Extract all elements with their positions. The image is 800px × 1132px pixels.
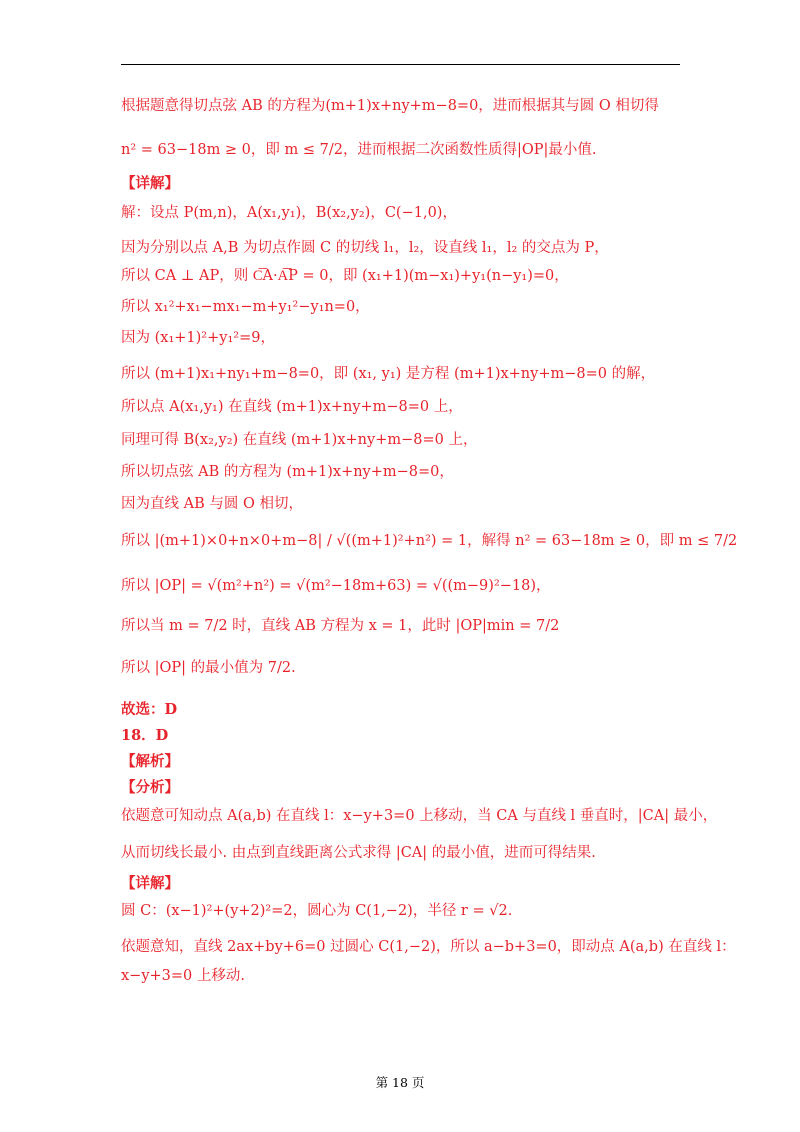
text-line: 所以 |(m+1)×0+n×0+m−8| / √((m+1)²+n²) = 1，解得 n² = 63−18m ≥ 0，即 m ≤ 7/2 (121, 533, 738, 549)
text-line: 所以 x₁²+x₁−mx₁−m+y₁²−y₁n=0， (121, 299, 370, 315)
text-line: 所以点 A(x₁,y₁) 在直线 (m+1)x+ny+m−8=0 上， (121, 399, 463, 415)
text-line: 因为直线 AB 与圆 O 相切， (121, 496, 303, 512)
text-line: 同理可得 B(x₂,y₂) 在直线 (m+1)x+ny+m−8=0 上， (121, 432, 478, 448)
text-line: 所以切点弦 AB 的方程为 (m+1)x+ny+m−8=0， (121, 464, 454, 480)
text-line: 依题意知，直线 2ax+by+6=0 过圆心 C(1,−2)，所以 a−b+3=0，即动点 A(a,b) 在直线 l： (121, 939, 736, 955)
text-line: 因为分别以点 A,B 为切点作圆 C 的切线 l₁，l₂，设直线 l₁，l₂ 的交点为 P， (121, 240, 609, 256)
text-line: 从而切线长最小. 由点到直线距离公式求得 |CA| 的最小值，进而可得结果. (121, 845, 596, 861)
page-footer: 第 18 页 (375, 1075, 425, 1090)
text-line: 所以当 m = 7/2 时，直线 AB 方程为 x = 1，此时 |OP|min = 7/2 (121, 618, 560, 634)
text-line: 【解析】 (121, 753, 179, 770)
text-line: 解：设点 P(m,n)，A(x₁,y₁)，B(x₂,y₂)，C(−1,0)， (121, 205, 457, 221)
text-line: 依题意可知动点 A(a,b) 在直线 l：x−y+3=0 上移动，当 CA 与直线 l 垂直时，|CA| 最小， (121, 808, 718, 824)
text-line: 【分析】 (121, 779, 179, 796)
text-line: x−y+3=0 上移动. (121, 968, 245, 984)
text-line: 【详解】 (121, 875, 179, 892)
text-line: 【详解】 (121, 175, 179, 192)
text-line: 所以 |OP| 的最小值为 7/2. (121, 660, 296, 676)
text-line: 因为 (x₁+1)²+y₁²=9， (121, 330, 275, 346)
text-line: n² = 63−18m ≥ 0，即 m ≤ 7/2，进而根据二次函数性质得|OP|最小值. (121, 142, 597, 158)
text-line: 圆 C：(x−1)²+(y+2)²=2，圆心为 C(1,−2)，半径 r = √2. (121, 903, 513, 919)
text-line: 所以 CA ⊥ AP，则 C͞A·A͞P = 0，即 (x₁+1)(m−x₁)+y₁(n−y₁)=0， (121, 268, 569, 284)
text-line: 根据题意得切点弦 AB 的方程为(m+1)x+ny+m−8=0，进而根据其与圆 O 相切得 (121, 98, 659, 114)
text-line: 故选：D (121, 701, 178, 718)
header-rule (121, 64, 680, 65)
text-line: 18．D (121, 727, 169, 744)
text-line: 所以 |OP| = √(m²+n²) = √(m²−18m+63) = √((m−9)²−18)， (121, 578, 551, 594)
text-line: 所以 (m+1)x₁+ny₁+m−8=0，即 (x₁, y₁) 是方程 (m+1)x+ny+m−8=0 的解， (121, 366, 656, 382)
